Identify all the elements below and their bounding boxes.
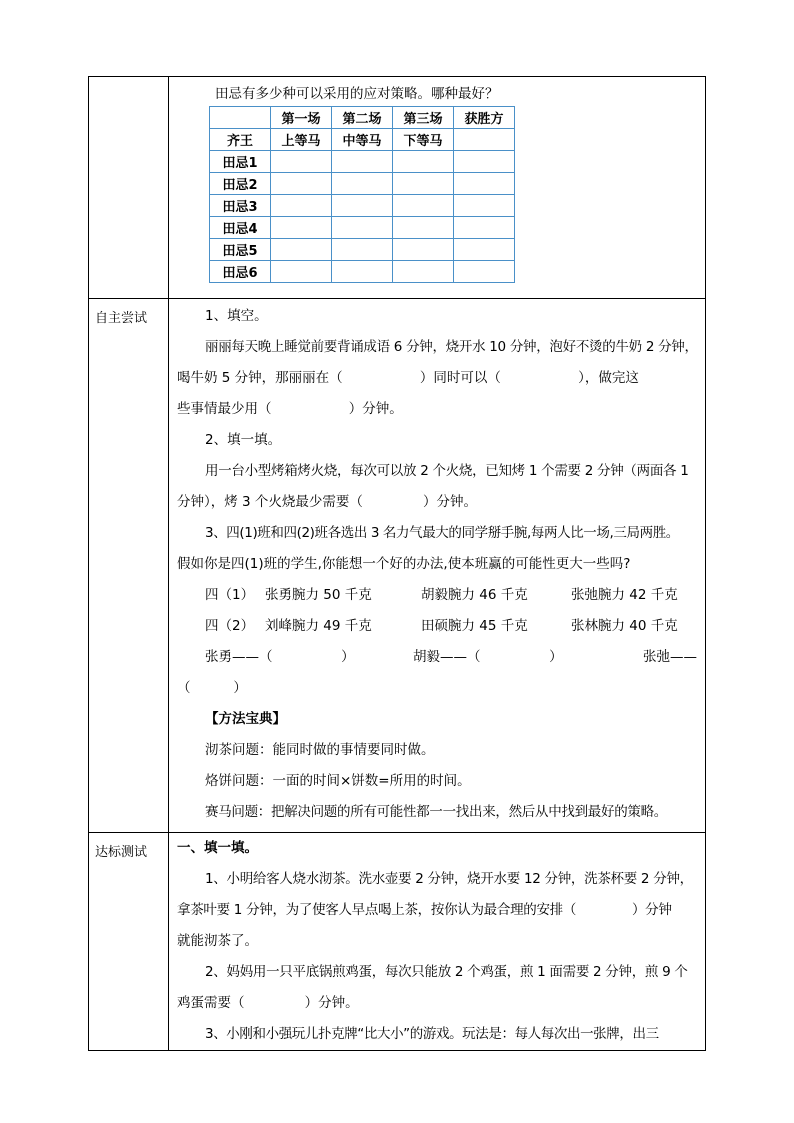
q2-line2: 分钟），烤 3 个火烧最少需要（ ）分钟。 [177, 494, 477, 510]
match-row [177, 642, 697, 673]
horse-table-cell[interactable] [271, 151, 332, 173]
horse-table-cell[interactable] [393, 261, 454, 283]
q1-line1: 丽丽每天晚上睡觉前要背诵成语 6 分钟，烧开水 10 分钟，泡好不烫的牛奶 2 分钟， [205, 339, 698, 355]
class1-student-a: 张勇腕力 50 千克 [265, 587, 372, 603]
horse-table-cell: 田忌3 [210, 195, 271, 217]
horse-table-row [210, 195, 515, 217]
class2-student-c: 张林腕力 40 千克 [571, 618, 678, 634]
empty-label-cell [89, 77, 169, 299]
q1-line2: 喝牛奶 5 分钟，那丽丽在（ ）同时可以（ ），做完这 [177, 370, 639, 386]
horse-table-cell[interactable] [271, 173, 332, 195]
horse-table-cell[interactable] [454, 195, 515, 217]
method-tea: 沏茶问题：能同时做的事情要同时做。 [205, 742, 435, 758]
horse-table-cell: 田忌1 [210, 151, 271, 173]
horse-table-cell[interactable] [393, 173, 454, 195]
class1-name: 四（1） [205, 587, 255, 603]
q2-line1: 用一台小型烤箱烤火烧，每次可以放 2 个火烧，已知烤 1 个需要 2 分钟（两面各 1 [205, 463, 689, 479]
horse-table-cell[interactable] [454, 261, 515, 283]
horse-table-cell[interactable] [332, 239, 393, 261]
q3-line2: 假如你是四(1)班的学生,你能想一个好的办法,使本班赢的可能性更大一些吗? [177, 556, 631, 572]
horse-table-row [210, 129, 515, 151]
horse-table-cell: 下等马 [393, 129, 454, 151]
horse-table-cell: 第二场 [332, 107, 393, 129]
t1-line1: 1、小明给客人烧水沏茶。洗水壶要 2 分钟，烧开水要 12 分钟，洗茶杯要 2 分钟， [205, 871, 693, 887]
class2-student-a: 刘峰腕力 49 千克 [265, 618, 372, 634]
method-pancake: 烙饼问题：一面的时间×饼数=所用的时间。 [205, 773, 471, 789]
test-cell [169, 833, 706, 1051]
horse-table-cell[interactable] [454, 217, 515, 239]
horse-table-cell[interactable] [454, 239, 515, 261]
class2-student-b: 田硕腕力 45 千克 [421, 618, 528, 634]
horse-table-cell[interactable] [393, 239, 454, 261]
horse-race-table [209, 106, 515, 283]
horse-table-cell: 齐王 [210, 129, 271, 151]
horse-table-cell [210, 107, 271, 129]
horse-table-cell[interactable] [393, 195, 454, 217]
class1-student-b: 胡毅腕力 46 千克 [421, 587, 528, 603]
self-try-cell [169, 299, 706, 833]
horse-table-cell: 田忌6 [210, 261, 271, 283]
class2-row [177, 611, 697, 642]
class1-student-c: 张弛腕力 42 千克 [571, 587, 678, 603]
section-label-self: 自主尝试 [89, 299, 169, 833]
horse-table-cell[interactable] [393, 217, 454, 239]
horse-table-cell: 上等马 [271, 129, 332, 151]
t3-line1: 3、小刚和小强玩儿扑克牌“比大小”的游戏。玩法是：每人每次出一张牌，出三 [205, 1026, 659, 1042]
match-b: 胡毅——（ ） [413, 649, 563, 665]
horse-table-cell[interactable] [332, 195, 393, 217]
q1-line3: 些事情最少用（ ）分钟。 [177, 401, 403, 417]
horse-table-cell: 获胜方 [454, 107, 515, 129]
t2-line2: 鸡蛋需要（ ）分钟。 [177, 995, 359, 1011]
horse-table-cell[interactable] [454, 151, 515, 173]
section-label-test: 达标测试 [89, 833, 169, 1051]
horse-table-row [210, 261, 515, 283]
horse-table-cell: 田忌4 [210, 217, 271, 239]
q1-title: 1、填空。 [205, 308, 268, 324]
t1-line2: 拿茶叶要 1 分钟，为了使客人早点喝上茶，按你认为最合理的安排（ ）分钟 [177, 902, 672, 918]
horse-table-cell[interactable] [332, 151, 393, 173]
horse-table-row [210, 151, 515, 173]
horse-table-row [210, 173, 515, 195]
horse-table-cell[interactable] [332, 173, 393, 195]
match-a: 张勇——（ ） [205, 649, 355, 665]
horse-table-cell[interactable] [454, 173, 515, 195]
horse-table-cell[interactable] [271, 217, 332, 239]
horse-table-header-row [210, 107, 515, 129]
horse-table-cell: 田忌2 [210, 173, 271, 195]
horse-table-row [210, 239, 515, 261]
q2-title: 2、填一填。 [205, 432, 282, 448]
t1-line3: 就能沏茶了。 [177, 933, 258, 949]
horse-table-cell[interactable] [271, 239, 332, 261]
match-c: 张弛—— [643, 649, 697, 665]
worksheet-table [88, 76, 706, 1051]
test-title: 一、填一填。 [177, 840, 258, 856]
worksheet-page [88, 76, 706, 1045]
class2-name: 四（2） [205, 618, 255, 634]
horse-table-cell: 第三场 [393, 107, 454, 129]
horse-table-row [210, 217, 515, 239]
horse-table-cell: 第一场 [271, 107, 332, 129]
match-c-blank: （ ） [177, 680, 247, 696]
horse-table-cell[interactable] [271, 261, 332, 283]
horse-table-cell[interactable] [271, 195, 332, 217]
horse-table-cell: 田忌5 [210, 239, 271, 261]
horse-table-cell[interactable] [332, 217, 393, 239]
q3-line1: 3、四(1)班和四(2)班各选出 3 名力气最大的同学掰手腕,每两人比一场,三局两胜。 [205, 525, 679, 541]
horse-table-cell[interactable] [332, 261, 393, 283]
t2-line1: 2、妈妈用一只平底锅煎鸡蛋，每次只能放 2 个鸡蛋，煎 1 面需要 2 分钟，煎 9 个 [205, 964, 688, 980]
intro-question: 田忌有多少种可以采用的应对策略。哪种最好？ [215, 86, 499, 102]
method-horse: 赛马问题：把解决问题的所有可能性都一一找出来，然后从中找到最好的策略。 [205, 804, 667, 820]
horse-table-cell: 中等马 [332, 129, 393, 151]
horse-table-cell[interactable] [454, 129, 515, 151]
class1-row [177, 580, 697, 611]
method-title: 【方法宝典】 [205, 711, 286, 727]
horse-table-cell[interactable] [393, 151, 454, 173]
horse-race-cell [169, 77, 706, 299]
